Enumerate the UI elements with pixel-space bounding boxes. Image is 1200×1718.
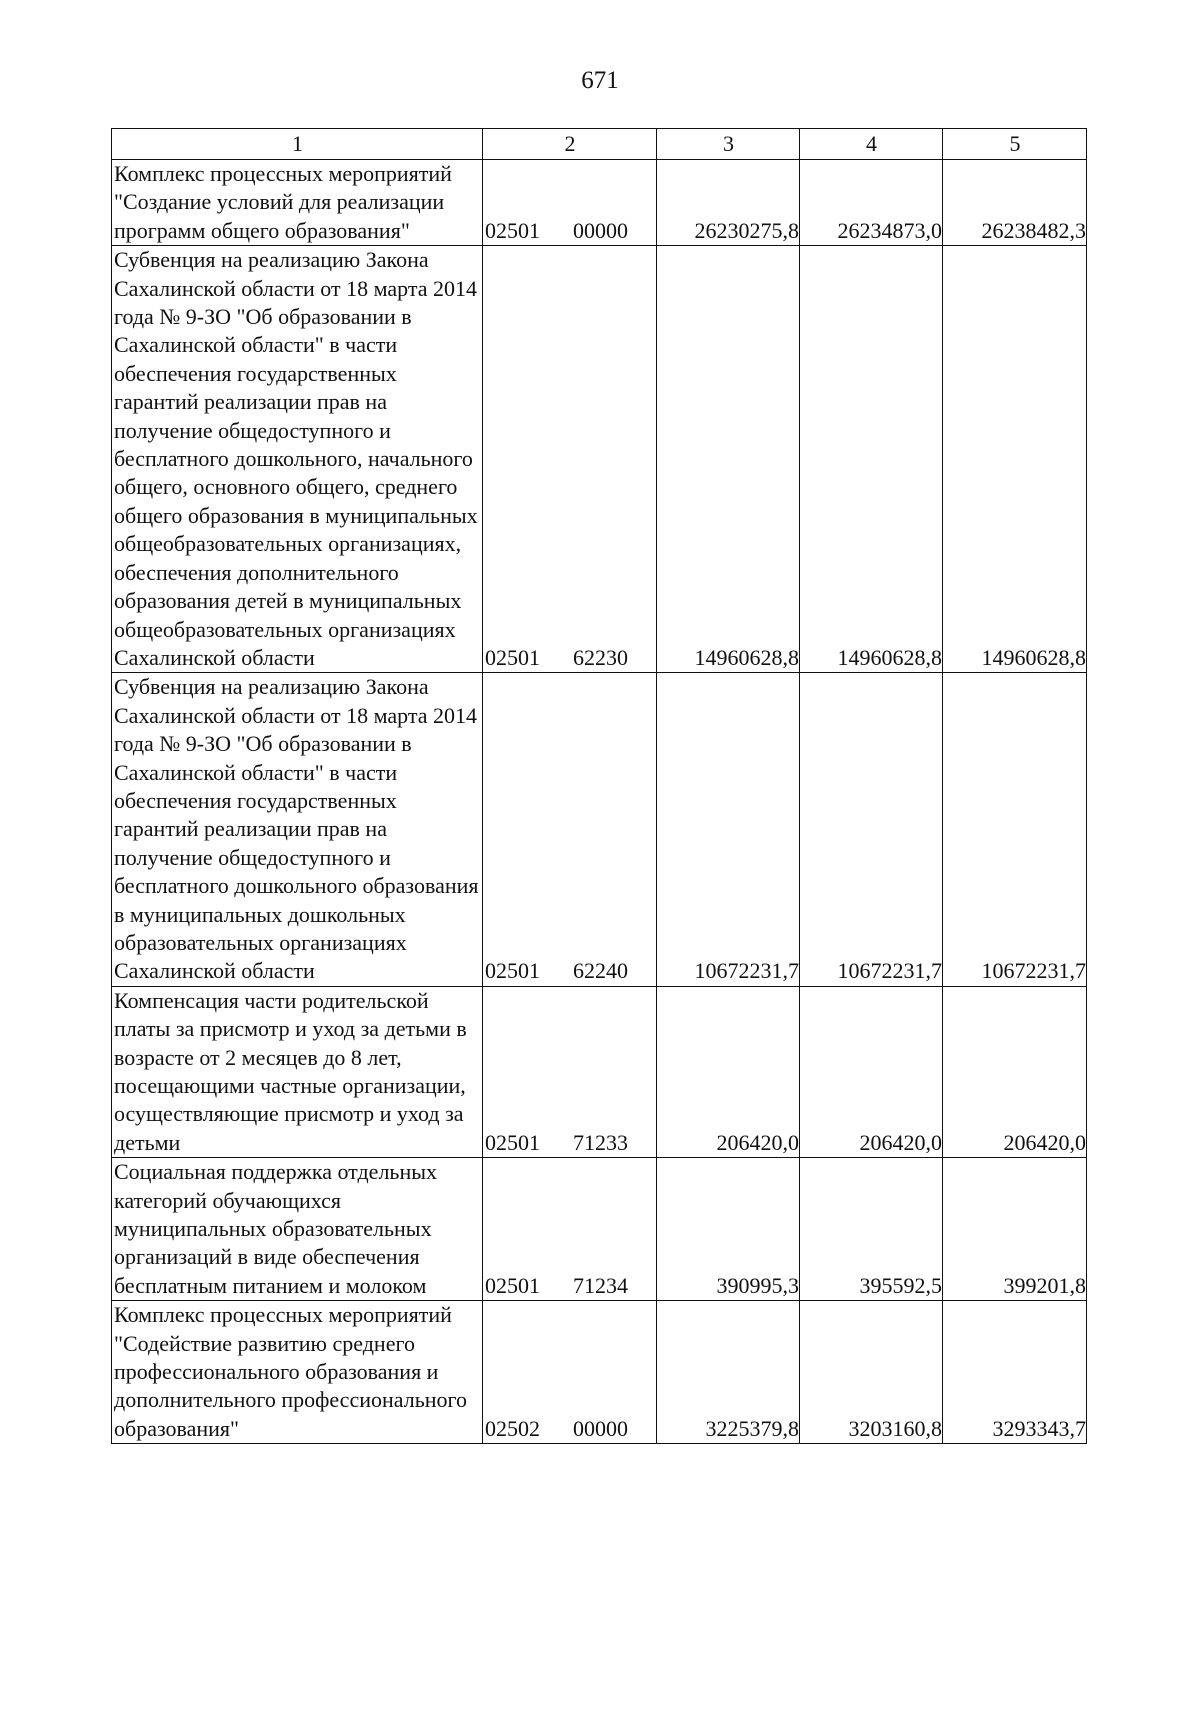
value-col-5: 26238482,3 [943,160,1087,246]
value-col-5: 10672231,7 [943,673,1087,986]
row-code [483,1301,657,1444]
program-code: 02501 [485,1272,540,1298]
budget-table [111,128,1087,1444]
direction-code: 71233 [573,1129,628,1155]
value-col-3: 3225379,8 [657,1301,800,1444]
direction-code: 62240 [573,958,628,984]
direction-code: 00000 [573,217,628,243]
direction-code: 00000 [573,1415,628,1441]
direction-code: 62230 [573,644,628,670]
row-code [483,160,657,246]
value-col-3: 10672231,7 [657,673,800,986]
value-col-4: 14960628,8 [800,246,943,673]
row-name: Субвенция на реализацию Закона Сахалинской области от 18 марта 2014 года № 9-ЗО "Об образовании в Сахалинской области" в части обеспечения государственных гарантий реализации прав на получение общедоступного и бесплатного дошкольного образования в муниципальных дошкольных образовательных организациях Сахалинской области [112,673,483,986]
header-col-2: 2 [483,129,657,160]
row-code [483,1158,657,1301]
row-code [483,986,657,1157]
table-row [112,986,1087,1157]
page-number: 671 [581,67,619,94]
row-name: Социальная поддержка отдельных категорий обучающихся муниципальных образовательных организаций в виде обеспечения бесплатным питанием и молоком [112,1158,483,1301]
value-col-3: 206420,0 [657,986,800,1157]
row-code [483,246,657,673]
table-row [112,1301,1087,1444]
table-row [112,1158,1087,1301]
value-col-4: 3203160,8 [800,1301,943,1444]
table-row [112,673,1087,986]
program-code: 02501 [485,1129,540,1155]
table-body [112,160,1087,1444]
row-name: Компенсация части родительской платы за присмотр и уход за детьми в возрасте от 2 месяцев до 8 лет, посещающими частные организации, осуществляющие присмотр и уход за детьми [112,986,483,1157]
row-code [483,673,657,986]
header-col-1: 1 [112,129,483,160]
program-code: 02501 [485,958,540,984]
value-col-3: 26230275,8 [657,160,800,246]
header-col-3: 3 [657,129,800,160]
row-name: Комплекс процессных мероприятий "Создание условий для реализации программ общего образования" [112,160,483,246]
value-col-4: 26234873,0 [800,160,943,246]
program-code: 02502 [485,1415,540,1441]
value-col-3: 390995,3 [657,1158,800,1301]
value-col-5: 399201,8 [943,1158,1087,1301]
value-col-5: 3293343,7 [943,1301,1087,1444]
header-col-5: 5 [943,129,1087,160]
row-name: Субвенция на реализацию Закона Сахалинской области от 18 марта 2014 года № 9-ЗО "Об образовании в Сахалинской области" в части обеспечения государственных гарантий реализации прав на получение общедоступного и бесплатного дошкольного, начального общего, основного общего, среднего общего образования в муниципальных общеобразовательных организациях, обеспечения дополнительного образования детей в муниципальных общеобразовательных организациях Сахалинской области [112,246,483,673]
table-header [112,129,1087,160]
header-col-4: 4 [800,129,943,160]
program-code: 02501 [485,217,540,243]
table-row [112,160,1087,246]
row-name: Комплекс процессных мероприятий "Содействие развитию среднего профессионального образования и дополнительного профессионального образования" [112,1301,483,1444]
value-col-4: 206420,0 [800,986,943,1157]
value-col-5: 14960628,8 [943,246,1087,673]
program-code: 02501 [485,644,540,670]
table-row [112,246,1087,673]
value-col-5: 206420,0 [943,986,1087,1157]
value-col-3: 14960628,8 [657,246,800,673]
direction-code: 71234 [573,1272,628,1298]
value-col-4: 10672231,7 [800,673,943,986]
header-row [112,129,1087,160]
value-col-4: 395592,5 [800,1158,943,1301]
